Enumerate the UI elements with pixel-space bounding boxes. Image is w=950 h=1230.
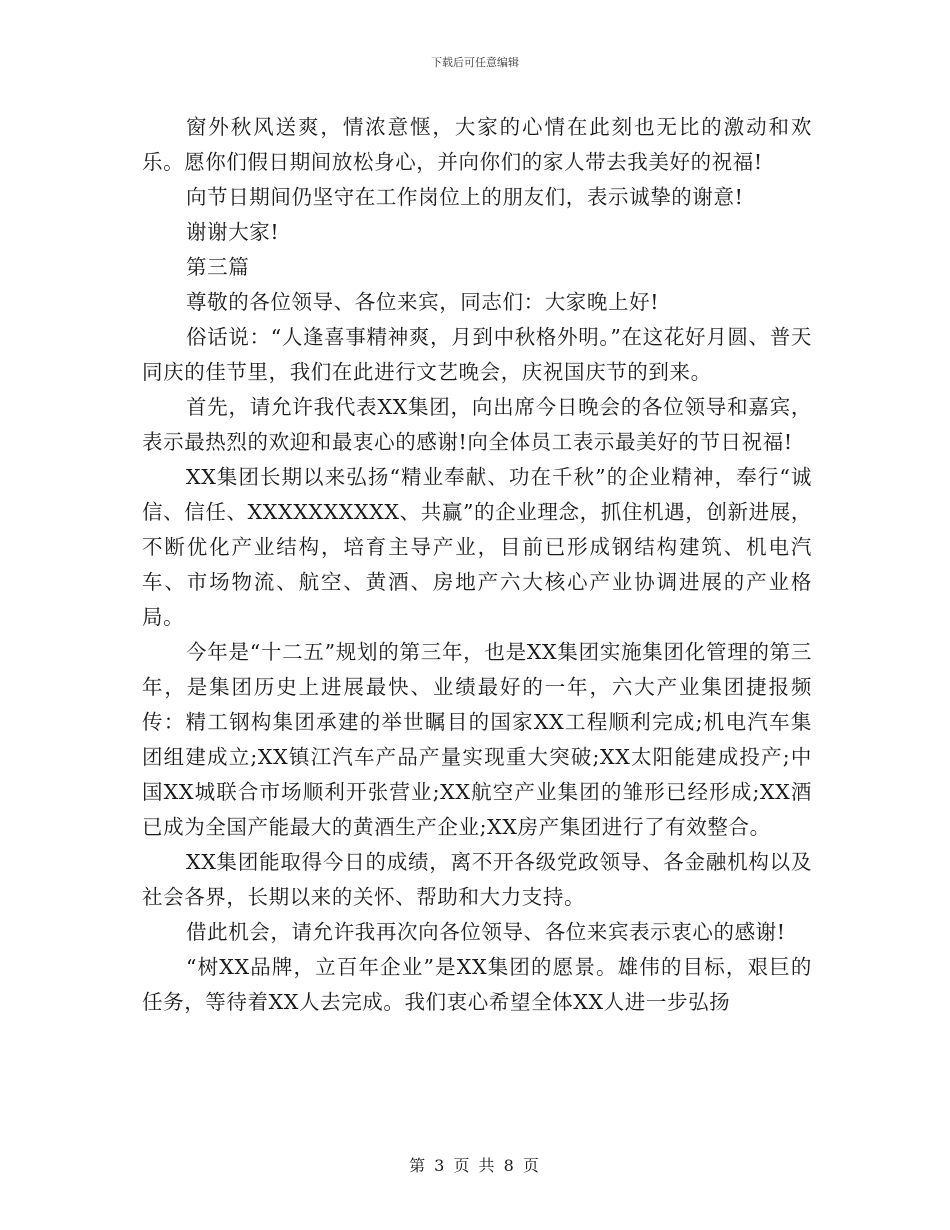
paragraph: 窗外秋风送爽，情浓意惬，大家的心情在此刻也无比的激动和欢乐。愿你们假日期间放松身心，并向你们的家人带去我美好的祝福! bbox=[142, 115, 812, 174]
paragraph: 谢谢大家! bbox=[186, 220, 280, 244]
paragraph: 今年是“十二五”规划的第三年，也是XX集团实施集团化管理的第三年，是集团历史上进展最快、业绩最好的一年，六大产业集团捷报频传：精工钢构集团承建的举世瞩目的国家XX工程顺利完成;机电汽车集团组建成立;XX镇江汽车产品产量实现重大突破;XX太阳能建成投产;中国XX城联合市场顺利开张营业;XX航空产业集团的雏形已经形成;XX酒已成为全国产能最大的黄酒生产企业;XX房产集团进行了有效整合。 bbox=[142, 640, 812, 839]
document-body bbox=[142, 110, 812, 1020]
paragraph: XX集团能取得今日的成绩，离不开各级党政领导、各金融机构以及社会各界，长期以来的关怀、帮助和大力支持。 bbox=[142, 850, 812, 909]
paragraph: 尊敬的各位领导、各位来宾，同志们：大家晚上好! bbox=[186, 290, 660, 314]
page-number: 第 3 页 共 8 页 bbox=[409, 1156, 541, 1175]
paragraph: 俗话说：“人逢喜事精神爽，月到中秋格外明。”在这花好月圆、普天同庆的佳节里，我们在此进行文艺晚会，庆祝国庆节的到来。 bbox=[142, 325, 812, 384]
paragraph: 首先，请允许我代表XX集团，向出席今日晚会的各位领导和嘉宾，表示最热烈的欢迎和最衷心的感谢!向全体员工表示最美好的节日祝福! bbox=[142, 395, 812, 454]
section-heading: 第三篇 bbox=[186, 255, 250, 279]
paragraph: XX集团长期以来弘扬“精业奉献、功在千秋”的企业精神，奉行“诚信、信任、XXXXXXXXXX、共赢”的企业理念，抓住机遇，创新进展，不断优化产业结构，培育主导产业，目前已形成钢结构建筑、机电汽车、市场物流、航空、黄酒、房地产六大核心产业协调进展的产业格局。 bbox=[142, 465, 812, 629]
paragraph: “树XX品牌，立百年企业”是XX集团的愿景。雄伟的目标，艰巨的任务，等待着XX人去完成。我们衷心希望全体XX人进一步弘扬 bbox=[142, 955, 812, 1014]
paragraph: 向节日期间仍坚守在工作岗位上的朋友们，表示诚挚的谢意! bbox=[186, 185, 744, 209]
paragraph: 借此机会，请允许我再次向各位领导、各位来宾表示衷心的感谢! bbox=[186, 920, 786, 944]
page-header: 下载后可任意编辑 bbox=[431, 56, 519, 69]
